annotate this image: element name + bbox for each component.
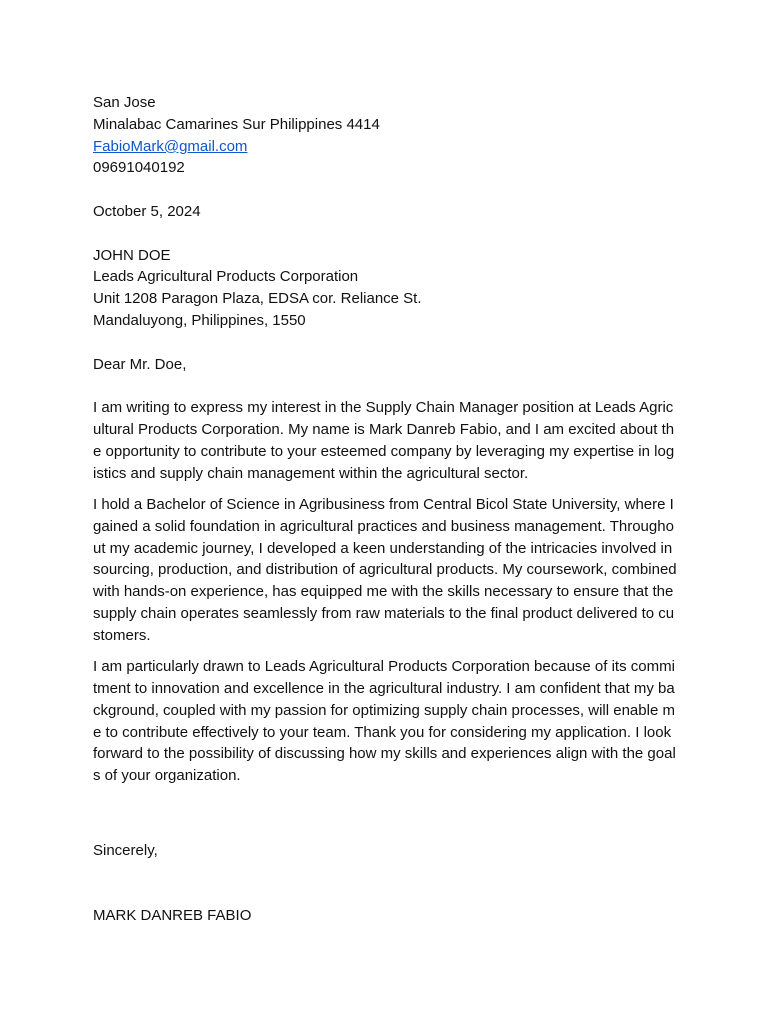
sender-address-line2: Minalabac Camarines Sur Philippines 4414 <box>93 115 380 133</box>
spacer <box>93 223 677 245</box>
salutation: Dear Mr. Doe, <box>93 355 187 373</box>
recipient-name: JOHN DOE <box>93 246 171 264</box>
sender-phone: 09691040192 <box>93 159 185 177</box>
recipient-company: Leads Agricultural Products Corporation <box>93 268 359 286</box>
spacer <box>93 796 677 840</box>
spacer <box>93 862 677 906</box>
sender-email-link[interactable]: FabioMark@gmail.com <box>93 137 248 155</box>
signature-name: MARK DANREB FABIO <box>93 907 252 925</box>
recipient-block <box>93 245 677 332</box>
body-paragraph: I am writing to express my interest in the Supply Chain Manager position at Leads Agricultural Products Corporation. My name is Mark Danreb Fabio, and I am excited about the opportunity to contribute to your esteemed company by leveraging my expertise in logistics and supply chain management within the agricultural sector. <box>93 399 675 482</box>
recipient-address-line2: Mandaluyong, Philippines, 1550 <box>93 311 306 329</box>
closing: Sincerely, <box>93 842 158 860</box>
sender-email-line <box>93 136 677 158</box>
letter-date: October 5, 2024 <box>93 202 201 220</box>
sender-address-line1: San Jose <box>93 94 156 111</box>
sender-block <box>93 92 677 179</box>
recipient-address-line1: Unit 1208 Paragon Plaza, EDSA cor. Reliance St. <box>93 290 422 308</box>
body-paragraph: I am particularly drawn to Leads Agricultural Products Corporation because of its commitment to innovation and excellence in the agricultural industry. I am confident that my background, coupled with my passion for optimizing supply chain processes, will enable me to contribute effectively to your team. Thank you for considering my application. I look forward to the possibility of discussing how my skills and experiences align with the goals of your organization. <box>93 658 676 785</box>
spacer <box>93 179 677 201</box>
letter-content <box>93 92 677 927</box>
letter-body <box>93 397 677 787</box>
body-paragraph: I hold a Bachelor of Science in Agribusiness from Central Bicol State University, where I gained a solid foundation in agricultural practices and business management. Throughout my academic journey, I developed a keen understanding of the intricacies involved in sourcing, production, and distribution of agricultural products. My coursework, combined with hands-on experience, has equipped me with the skills necessary to ensure that the supply chain operates seamlessly from raw materials to the final product delivered to customers. <box>93 495 677 644</box>
spacer <box>93 332 677 354</box>
spacer <box>93 375 677 397</box>
